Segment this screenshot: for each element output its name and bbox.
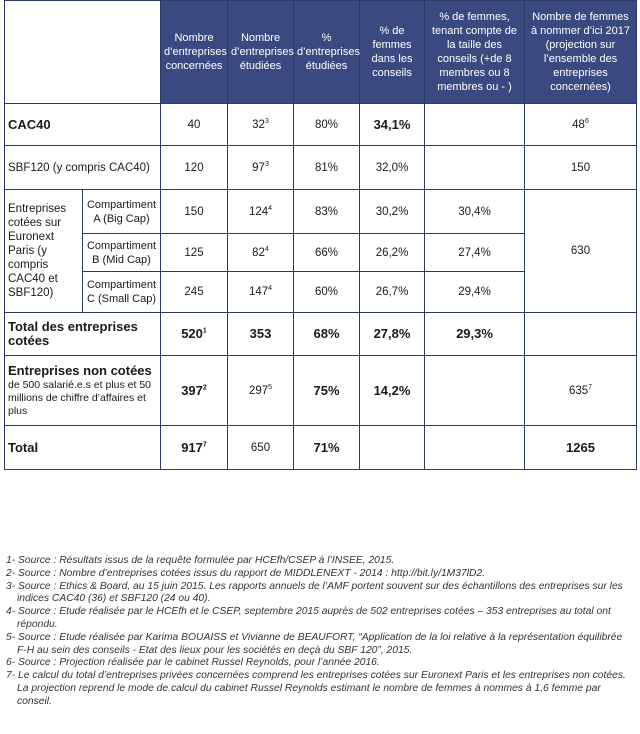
table-row-total: [5, 426, 637, 470]
cell-concernees: 120: [161, 146, 228, 190]
statistics-table: [4, 0, 637, 470]
cell-pct: 60%: [294, 272, 360, 313]
footnote: 1- Source : Résultats issus de la requête formulée par HCEfh/CSEP à l’INSEE, 2015.: [6, 555, 395, 566]
cell-femmes-taille: [425, 426, 525, 470]
cell-concernees: 245: [161, 272, 228, 313]
cell-etudiees: 353: [228, 313, 294, 356]
cell-pct: 68%: [294, 313, 360, 356]
cell-concernees: 150: [161, 190, 228, 234]
header-pct-femmes-taille: % de femmes, tenant compte de la taille des conseils (+de 8 membres ou 8 membres ou - ): [425, 1, 525, 104]
cell-femmes: 34,1%: [360, 104, 425, 146]
cell-pct: 80%: [294, 104, 360, 146]
cell-nommer-cotees: 630: [525, 190, 637, 313]
cell-etudiees: $97^3$: [228, 146, 294, 190]
footnotes: [6, 555, 634, 709]
cell-femmes: 26,2%: [360, 234, 425, 272]
cell-femmes-taille: 29,3%: [425, 313, 525, 356]
header-pct-etudiees: % d’entreprises étudiées: [294, 1, 360, 104]
cell-femmes: 32,0%: [360, 146, 425, 190]
cell-femmes-taille: [425, 356, 525, 426]
row-label-cac40: CAC40: [5, 104, 161, 146]
cell-femmes-taille: [425, 146, 525, 190]
footnote: 7- Le calcul du total d’entreprises privées concernées comprend les entreprises cotées sur Euronext Paris et les entreprises non cotées. La projection reprend le mode de calcul du cabinet Russel Reynolds estimant le nombre de femmes à nommes à 1,6 femme par conseil.: [6, 670, 626, 707]
header-row: [5, 1, 637, 104]
cell-femmes: 30,2%: [360, 190, 425, 234]
table-row-cac40: [5, 104, 637, 146]
cell-nommer: $635^7$: [525, 356, 637, 426]
cell-etudiees: $147^4$: [228, 272, 294, 313]
cell-nommer: 1265: [525, 426, 637, 470]
cell-femmes-taille: [425, 104, 525, 146]
cell-etudiees: $82^4$: [228, 234, 294, 272]
row-label-total-cotees: Total des entreprises cotées: [5, 313, 161, 356]
cell-etudiees: 650: [228, 426, 294, 470]
cell-nommer: $48^6$: [525, 104, 637, 146]
non-cotees-title: Entreprises non cotées: [8, 362, 152, 378]
cell-femmes-taille: 30,4%: [425, 190, 525, 234]
footnote: 6- Source : Projection réalisée par le cabinet Russel Reynolds, pour l’année 2016.: [6, 657, 380, 669]
cell-concernees: $917^7$: [161, 426, 228, 470]
cell-nommer: [525, 313, 637, 356]
cell-femmes-taille: 27,4%: [425, 234, 525, 272]
row-label-cotees: Entreprises cotées sur Euronext Paris (y compris CAC40 et SBF120): [5, 190, 83, 313]
cell-femmes: 26,7%: [360, 272, 425, 313]
footnote: 2- Source : Nombre d’entreprises cotées issus du rapport de MIDDLENEXT - 2014 : http://bit.ly/1M37lD2.: [6, 567, 486, 579]
table-row-compartiment-a: [5, 190, 637, 234]
cell-concernees: $397^2$: [161, 356, 228, 426]
cell-etudiees: $124^4$: [228, 190, 294, 234]
header-nb-etudiees: Nombre d’entreprises étudiées: [228, 1, 294, 104]
row-label-compartiment-c: Compartiment C (Small Cap): [83, 272, 161, 313]
cell-etudiees: $32^3$: [228, 104, 294, 146]
cell-pct: 71%: [294, 426, 360, 470]
cell-pct: 83%: [294, 190, 360, 234]
cell-femmes: 14,2%: [360, 356, 425, 426]
table-row-non-cotees: [5, 356, 637, 426]
header-nb-femmes-2017: Nombre de femmes à nommer d’ici 2017 (projection sur l’ensemble des entreprises concernées): [525, 1, 637, 104]
cell-concernees: $520^1$: [161, 313, 228, 356]
cell-concernees: 125: [161, 234, 228, 272]
header-blank: [5, 1, 161, 104]
row-label-non-cotees: [5, 356, 161, 426]
table-row-total-cotees: [5, 313, 637, 356]
cell-pct: 75%: [294, 356, 360, 426]
row-label-compartiment-b: Compartiment B (Mid Cap): [83, 234, 161, 272]
row-label-sbf120: SBF120 (y compris CAC40): [5, 146, 161, 190]
footnote: 3- Source : Ethics & Board, au 15 juin 2015. Les rapports annuels de l’AMF portent souvent sur des échantillons des entreprises sur les indices CAC40 (36) et SBF120 (24 ou 40).: [6, 580, 623, 605]
cell-femmes: [360, 426, 425, 470]
footnote: 4- Source : Etude réalisée par le HCEfh et le CSEP, septembre 2015 auprès de 502 entreprises cotées – 353 entreprises au total ont répondu.: [6, 606, 611, 630]
row-label-compartiment-a: Compartiment A (Big Cap): [83, 190, 161, 234]
cell-etudiees: $297^5$: [228, 356, 294, 426]
non-cotees-sublabel: de 500 salarié.e.s et plus et 50 millions de chiffre d’affaires et plus: [8, 378, 152, 417]
table-row-sbf120: [5, 146, 637, 190]
cell-nommer: 150: [525, 146, 637, 190]
header-pct-femmes: % de femmes dans les conseils: [360, 1, 425, 104]
cell-pct: 81%: [294, 146, 360, 190]
cell-femmes: 27,8%: [360, 313, 425, 356]
header-nb-concernees: Nombre d’entreprises concernées: [161, 1, 228, 104]
cell-pct: 66%: [294, 234, 360, 272]
row-label-total: Total: [5, 426, 161, 470]
cell-concernees: 40: [161, 104, 228, 146]
cell-femmes-taille: 29,4%: [425, 272, 525, 313]
footnote: 5- Source : Etude réalisée par Karima BOUAISS et Vivianne de BEAUFORT, “Application de la loi relative à la représentation équilibrée F-H au sein des conseils - Etat des lieux pour les sociétés en deçà du SBF 120”, 2015.: [6, 631, 623, 656]
